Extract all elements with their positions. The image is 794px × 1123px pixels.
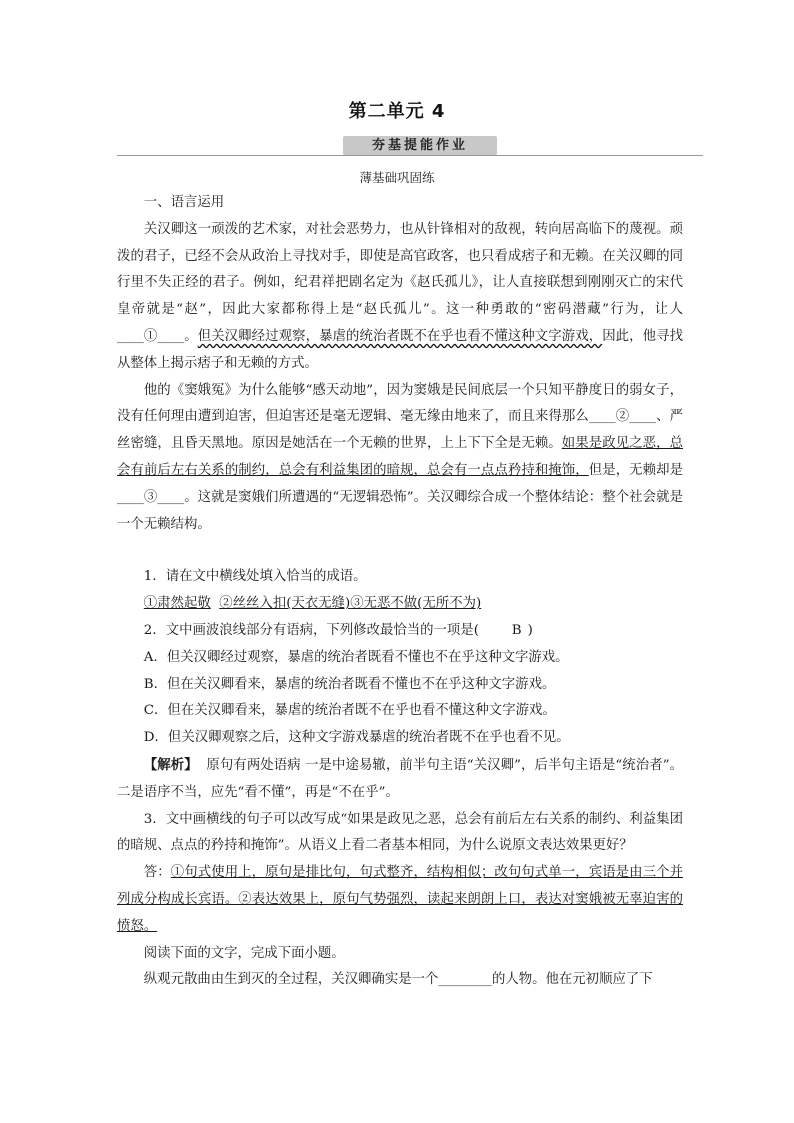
section-heading: 一、语言运用: [143, 195, 225, 210]
question-1-answers: [117, 591, 683, 618]
analysis: [117, 752, 683, 807]
option-a: A．但关汉卿经过观察，暴虐的统治者既看不懂也不在乎这种文字游戏。: [143, 649, 569, 665]
text-run: 关汉卿这一顽泼的艺术家，对社会恶势力，也从针锋相对的敌视，转向居高临下的蔑视。顽泼的君子，已经不会从政治上寻找对手，即使是高官政客，也只看成痞子和无赖。在关汉卿的同行里不失正经的君子。例如，纪君祥把剧名定为《赵氏孤儿》，让人直接联想到刚刚灭亡的宋代皇帝就是“赵”，因此大家都称得上是“赵氏孤儿”。这一种勇敢的“密码潜藏”行为，让人: [117, 221, 683, 318]
question-2-close: ): [527, 622, 533, 638]
analysis-text: 原句有两处语病 一是中途易辙，前半句主语“关汉卿”，后半句主语是“统治者”。二是语序不当，应先“看不懂”，再是“不在乎”。: [117, 757, 684, 800]
question-2-text: 2．文中画波浪线部分有语病，下列修改最恰当的一项是(: [143, 622, 479, 638]
banner-divider: [117, 155, 703, 156]
option-d: D．但关汉卿观察之后，这种文字游戏暴虐的统治者既不在乎也看不见。: [143, 730, 570, 746]
underlined-sentence: 如果是政见之恶，总会有前后左右关系的制约，总会有利益集团的暗规，总会有一点点矜持和掩饰，: [117, 436, 683, 478]
spacer: [117, 538, 683, 564]
subtitle: 薄基础巩固练: [359, 170, 435, 185]
option-b: B．但在关汉卿看来，暴虐的统治者既看不懂也不在乎这种文字游戏。: [143, 676, 556, 692]
blank-4: ________: [438, 972, 492, 988]
content: [117, 190, 683, 994]
answer-prefix: 答：: [143, 865, 171, 881]
text-run: 他的《窦娥冤》为什么能够“感天动地”，因为窦娥是民间底层一个只知平静度日的弱女子，没有任何理由遭到迫害，但迫害还是毫无逻辑、毫无缘由地来了，而且来得那么: [117, 382, 683, 425]
text-run: 、严丝密缝，且昏天黑地。原因是她活在一个无赖的世界，上上下下全是无赖。: [117, 409, 684, 452]
answer-1: ①肃然起敬: [143, 596, 211, 612]
text-run: 因此，他寻找从整体上揭示痞子和无赖的方式。: [117, 328, 684, 371]
answer-text: ①句式使用上，原句是排比句，句式整齐，结构相似；改句句式单一，宾语是由三个并列成分构成长宾语。②表达效果上，原句气势强烈，读起来朗朗上口，表达对窦娥被无辜迫害的愤怒。: [117, 865, 684, 934]
answer-2: ②丝丝入扣(天衣无缝): [219, 596, 351, 612]
wavy-sentence: 但关汉卿经过观察，暴虐的统治者既不在乎也看不懂这种文字游戏，: [197, 328, 603, 344]
page-title: 第二单元 4: [348, 101, 446, 122]
text-run: 的人物。他在元初顺应了下: [491, 972, 653, 988]
reading-passage: [117, 967, 683, 994]
passage-paragraph-2: [117, 378, 683, 539]
text-run: 纵观元散曲由生到灭的全过程，关汉卿确实是一个: [143, 972, 439, 988]
option-c: C．但在关汉卿看来，暴虐的统治者既不在乎也看不懂这种文字游戏。: [143, 703, 556, 719]
question-3: 3．文中画横线的句子可以改写成“如果是政见之恶，总会有前后左右关系的制约、利益集团的暗规、点点的矜持和掩饰”。从语义上看二者基本相同，为什么说原文表达效果更好？: [117, 811, 683, 854]
passage-paragraph-1: [117, 217, 683, 378]
blank-2: ____②____: [588, 409, 657, 425]
question-1: 1．请在文中横线处填入恰当的成语。: [143, 569, 367, 585]
question-2: [117, 618, 683, 645]
text-run: 但是，无赖却是: [588, 462, 684, 478]
text-run: 。: [184, 328, 198, 344]
reading-prompt: 阅读下面的文字，完成下面小题。: [143, 945, 345, 961]
text-run: 。这就是窦娥们所遭遇的“无逻辑恐怖”。关汉卿综合成一个整体结论：整个社会就是一个无赖结构。: [117, 489, 683, 532]
blank-3: ____③____: [117, 489, 185, 505]
banner-label: 夯基提能作业: [343, 136, 497, 155]
analysis-tag: 【解析】: [143, 756, 198, 773]
question-2-answer: B: [511, 622, 522, 638]
question-3-answer: [117, 860, 683, 940]
answer-3: ③无恶不做(无所不为): [350, 596, 482, 612]
section-banner: [117, 136, 703, 158]
blank-1: ____①____: [117, 328, 185, 344]
